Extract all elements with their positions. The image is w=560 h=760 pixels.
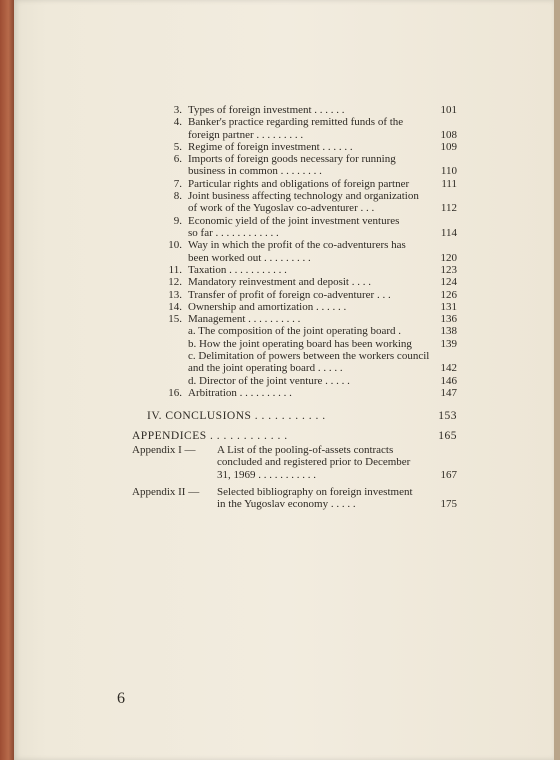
entry-title-line: Types of foreign investment . . . . . .: [188, 104, 345, 116]
entry-title-line: Particular rights and obligations of foreign partner: [188, 177, 410, 190]
entry-page: 131: [440, 300, 457, 313]
entry-number: 8.: [173, 190, 182, 203]
toc-entry: [14, 289, 554, 301]
entry-number: 10.: [168, 239, 182, 252]
entry-page: 126: [440, 288, 457, 301]
toc-entry-appendix1: [14, 444, 554, 481]
page-number: 6: [117, 690, 125, 707]
entry-page: 110: [440, 165, 457, 178]
entry-page: 120: [440, 251, 457, 264]
toc-entry: [14, 141, 554, 153]
entry-title-line: Imports of foreign goods necessary for running: [188, 153, 396, 166]
entry-title-line: and the joint operating board . . . . .: [188, 362, 343, 375]
conclusions-label: IV. CONCLUSIONS . . . . . . . . . . .: [147, 410, 326, 423]
appendix2-page: 175: [440, 498, 457, 511]
toc-entry: [14, 104, 554, 116]
entry-title-line: Banker's practice regarding remitted funds of the: [188, 116, 404, 129]
entry-number: 16.: [168, 386, 182, 399]
toc-entry: [14, 276, 554, 288]
entry-title-line: b. How the joint operating board has been working: [188, 337, 412, 350]
entry-title-line: Economic yield of the joint investment ventures: [188, 214, 400, 227]
toc-entry: [14, 264, 554, 276]
conclusions-page: 153: [438, 410, 457, 423]
entry-title-line: c. Delimitation of powers between the workers council: [188, 350, 430, 362]
entry-page: 136: [440, 313, 457, 326]
entry-title-line: been worked out . . . . . . . . .: [188, 251, 311, 264]
table-of-contents: [14, 0, 554, 760]
entry-page: 146: [440, 374, 457, 387]
toc-entry: [14, 116, 554, 141]
entry-number: 7.: [173, 177, 182, 190]
toc-entry: [14, 313, 554, 325]
entry-page: 138: [440, 325, 457, 338]
toc-entry: [14, 301, 554, 313]
entry-title-line: d. Director of the joint venture . . . . .: [188, 374, 350, 387]
entry-title-line: of work of the Yugoslav co-adventurer . . .: [188, 202, 375, 215]
book-page: [14, 0, 554, 760]
book-binding-edge: [0, 0, 14, 760]
entry-page: 101: [440, 104, 457, 116]
entry-title-line: Way in which the profit of the co-adventurers has: [188, 239, 406, 252]
toc-entry: [14, 190, 554, 215]
entry-number: 6.: [173, 153, 182, 166]
entry-number: 15.: [168, 313, 182, 326]
toc-entry: [14, 215, 554, 240]
toc-entry: [14, 375, 554, 387]
toc-entry-appendix2: [14, 486, 554, 511]
entry-title-line: a. The composition of the joint operating board .: [188, 325, 402, 338]
appendices-page: 165: [438, 430, 457, 443]
entry-page: 108: [440, 128, 457, 141]
toc-entry: [14, 239, 554, 264]
entry-title-line: Taxation . . . . . . . . . . .: [188, 263, 287, 276]
toc-entry: [14, 387, 554, 399]
entry-number: 14.: [168, 300, 182, 313]
entry-title-line: Transfer of profit of foreign co-adventurer . . .: [188, 288, 391, 301]
entry-number: 11.: [168, 263, 182, 276]
entry-page: 139: [440, 337, 457, 350]
appendix2-title-line: in the Yugoslav economy . . . . .: [217, 498, 356, 511]
appendix1-label: Appendix I —: [132, 444, 196, 457]
toc-entry: [14, 325, 554, 337]
entry-page: 109: [440, 140, 457, 153]
entry-title-line: Management . . . . . . . . . .: [188, 313, 301, 326]
entry-title-line: Regime of foreign investment . . . . . .: [188, 140, 353, 153]
toc-entry-conclusions: [14, 410, 554, 424]
toc-entry: [14, 350, 554, 375]
entry-page: 142: [440, 362, 457, 375]
entry-page: 111: [441, 177, 457, 190]
entry-page: 124: [440, 276, 457, 289]
entry-number: 3.: [173, 104, 182, 116]
appendix2-title-line: Selected bibliography on foreign investment: [217, 486, 413, 499]
appendix1-title-line: concluded and registered prior to December: [217, 456, 411, 469]
entry-title-line: so far . . . . . . . . . . . .: [188, 226, 279, 239]
entry-page: 112: [440, 202, 457, 215]
entry-number: 13.: [168, 288, 182, 301]
toc-entry: [14, 338, 554, 350]
entry-number: 4.: [173, 116, 182, 129]
entry-page: 147: [440, 386, 457, 399]
toc-entry-appendices: [14, 430, 554, 444]
entry-title-line: foreign partner . . . . . . . . .: [188, 128, 304, 141]
appendices-label: APPENDICES . . . . . . . . . . . .: [132, 430, 288, 443]
entry-page: 123: [440, 263, 457, 276]
entry-title-line: Joint business affecting technology and organization: [188, 190, 419, 203]
entry-title-line: Arbitration . . . . . . . . . .: [188, 386, 292, 399]
entry-title-line: Mandatory reinvestment and deposit . . . .: [188, 276, 371, 289]
appendix2-label: Appendix II —: [132, 486, 200, 499]
entry-title-line: Ownership and amortization . . . . . .: [188, 300, 347, 313]
entry-title-line: business in common . . . . . . . .: [188, 165, 322, 178]
appendix1-title-line: A List of the pooling-of-assets contracts: [217, 444, 394, 457]
entry-number: 12.: [168, 276, 182, 289]
entry-page: 114: [440, 226, 457, 239]
toc-entry: [14, 178, 554, 190]
appendix1-page: 167: [440, 468, 457, 481]
appendix1-title-line: 31, 1969 . . . . . . . . . . .: [217, 468, 316, 481]
entry-number: 5.: [173, 140, 182, 153]
entry-number: 9.: [173, 214, 182, 227]
toc-entry: [14, 153, 554, 178]
